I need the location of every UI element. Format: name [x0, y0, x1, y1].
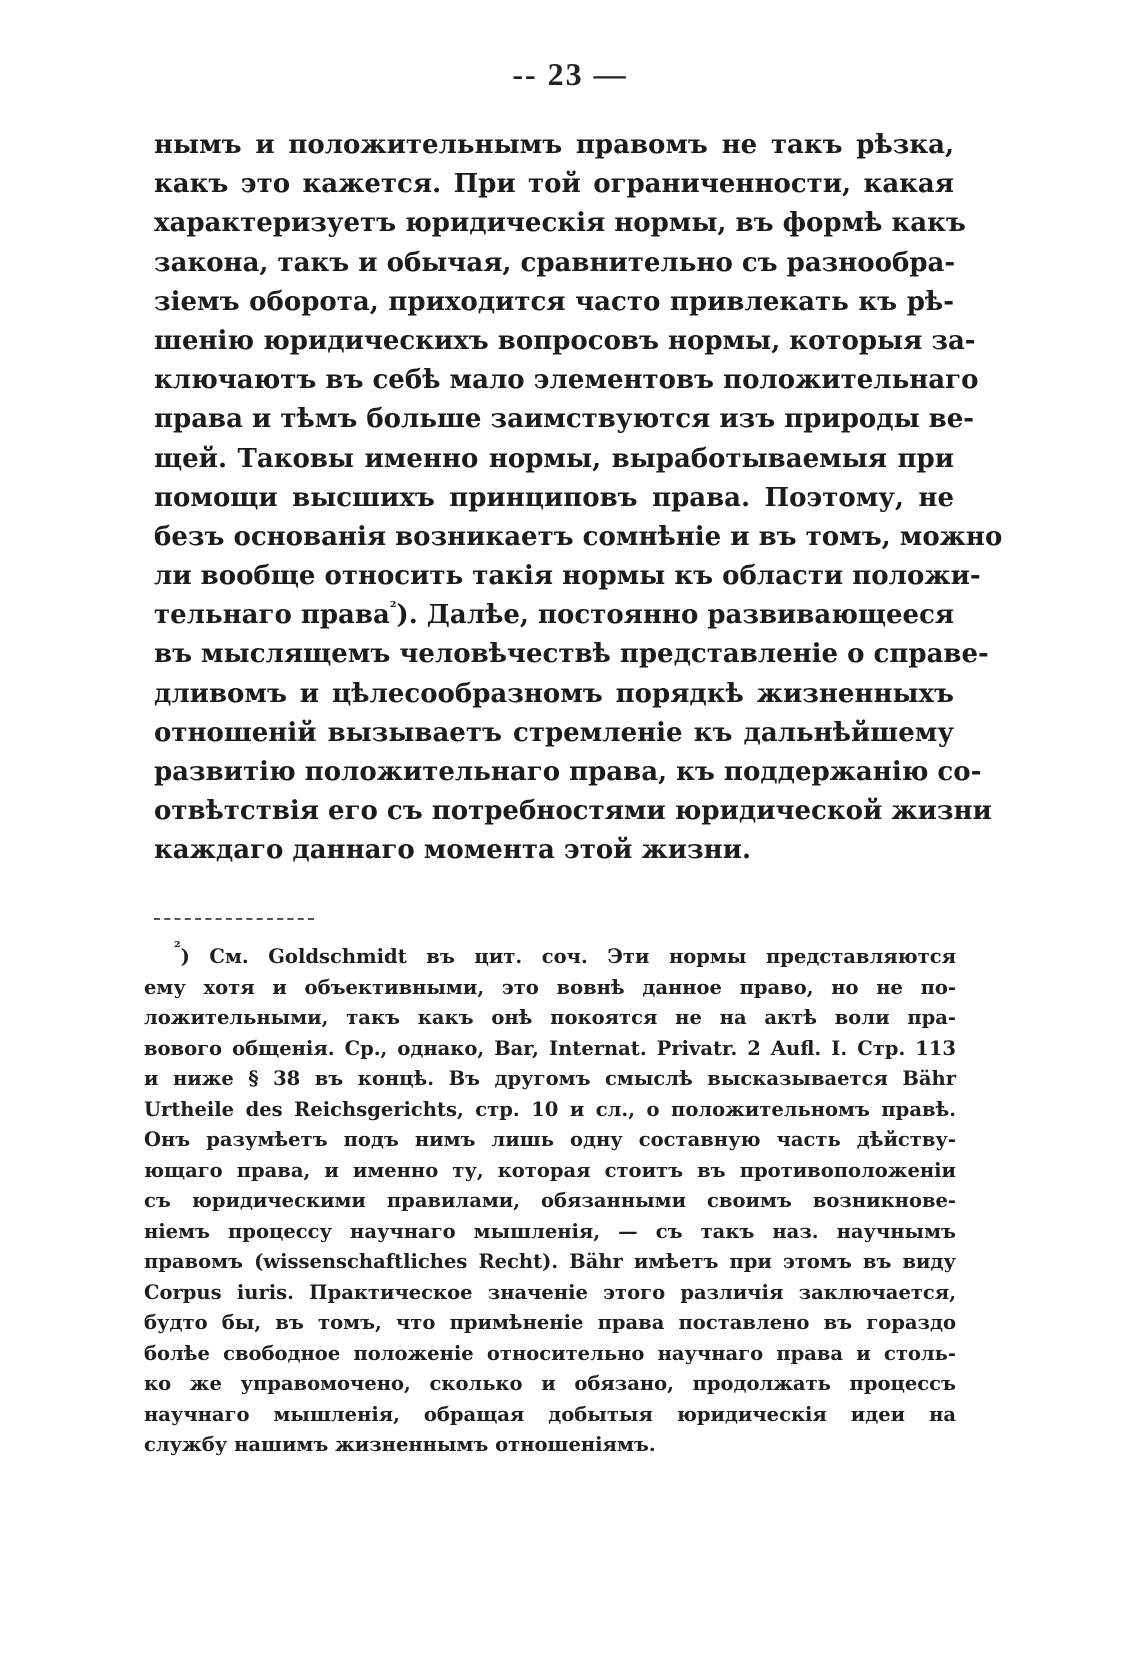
text-line: каждаго даннаго момента этой жизни. — [154, 835, 751, 866]
text-line: права и тѣмъ больше заимствуются изъ природы ве- — [154, 404, 975, 435]
text-fragment: тельнаго права — [154, 600, 390, 631]
footnote-line: Corpus iuris. Практическое значеніе этого различія заключается, — [144, 1280, 956, 1304]
text-line: въ мыслящемъ человѣчествѣ представленіе о справе- — [154, 639, 989, 670]
text-line: безъ основанія возникаетъ сомнѣніе и въ томъ, можно — [154, 521, 1003, 552]
footnote-line: ющаго права, и именно ту, которая стоитъ въ противоположеніи — [144, 1158, 956, 1182]
text-line: ли вообще относить такія нормы къ области положи- — [154, 561, 981, 592]
text-line: отвѣтствія его съ потребностями юридической жизни — [154, 796, 992, 827]
text-line: дливомъ и цѣлесообразномъ порядкѣ жизненныхъ — [154, 678, 954, 709]
body-text — [154, 126, 1003, 871]
footnote-line — [144, 938, 956, 973]
footnote-line: ко же управомочено, сколько и обязано, продолжать процессъ — [144, 1372, 956, 1395]
text-line: развитію положительнаго права, къ поддержанію со- — [154, 757, 982, 787]
text-line: какъ это кажется. При той ограниченности, какая — [154, 169, 954, 200]
footnote-line: болѣе свободное положеніе относительно научнаго права и столь- — [144, 1341, 956, 1365]
footnote-marker: ² — [174, 938, 181, 956]
text-line: ключаютъ въ себѣ мало элементовъ положительнаго — [154, 365, 979, 396]
footnote-line: научнаго мышленія, обращая добытыя юридическія идеи на — [144, 1402, 956, 1426]
footnote-line: Онъ разумѣетъ подъ нимъ лишь одну составную часть дѣйству- — [144, 1128, 956, 1151]
footnote-reference[interactable]: ² — [389, 598, 397, 617]
footnote-text: ) См. Goldschmidt въ цит. соч. Эти нормы представляются — [180, 945, 956, 968]
footnote-line: съ юридическими правилами, обязанными своимъ возникнове- — [144, 1189, 956, 1212]
page-number: -- 23 — — [512, 56, 628, 92]
text-fragment: ). Далѣе, постоянно развивающееся — [396, 600, 955, 631]
footnote-divider — [154, 918, 314, 920]
text-line: шенію юридическихъ вопросовъ нормы, которыя за- — [154, 325, 976, 356]
footnote-line: службу нашимъ жизненнымъ отношеніямъ. — [144, 1433, 656, 1456]
text-line: щей. Таковы именно нормы, выработываемыя при — [154, 443, 954, 474]
footnote-block — [144, 938, 956, 1461]
text-line: помощи высшихъ принциповъ права. Поэтому, не — [154, 482, 954, 513]
text-line: нымъ и положительнымъ правомъ не такъ рѣзка, — [154, 130, 954, 160]
footnote-line: будто бы, въ томъ, что примѣненіе права поставлено въ гораздо — [144, 1311, 956, 1334]
footnote-line: ему хотя и объективными, это вовнѣ данное право, но не по- — [144, 975, 956, 999]
text-line: закона, такъ и обычая, сравнительно съ разнообра- — [154, 247, 956, 278]
text-line: зіемъ оборота, приходится часто привлекать къ рѣ- — [154, 286, 954, 317]
footnote-line: вового общенія. Ср., однако, Bar, Internat. Privatr. 2 Aufl. I. Стр. 113 — [144, 1036, 956, 1060]
footnote-line: Urtheile des Reichsgerichts, стр. 10 и сл., о положительномъ правѣ. — [144, 1097, 956, 1121]
text-line: отношеній вызываетъ стремленіе къ дальнѣйшему — [154, 717, 954, 748]
footnote-line: правомъ (wissenschaftliches Recht). Bähr имѣетъ при этомъ въ виду — [144, 1250, 956, 1273]
footnote-line: ніемъ процессу научнаго мышленія, — съ такъ наз. научнымъ — [144, 1219, 956, 1243]
text-line: характеризуетъ юридическія нормы, въ формѣ какъ — [154, 208, 966, 239]
footnote-line: ложительными, такъ какъ онѣ покоятся не на актѣ воли пра- — [144, 1006, 956, 1029]
footnote-line: и ниже § 38 въ концѣ. Въ другомъ смыслѣ высказывается Bähr — [144, 1067, 956, 1090]
text-line-with-footnote-ref — [154, 596, 954, 635]
